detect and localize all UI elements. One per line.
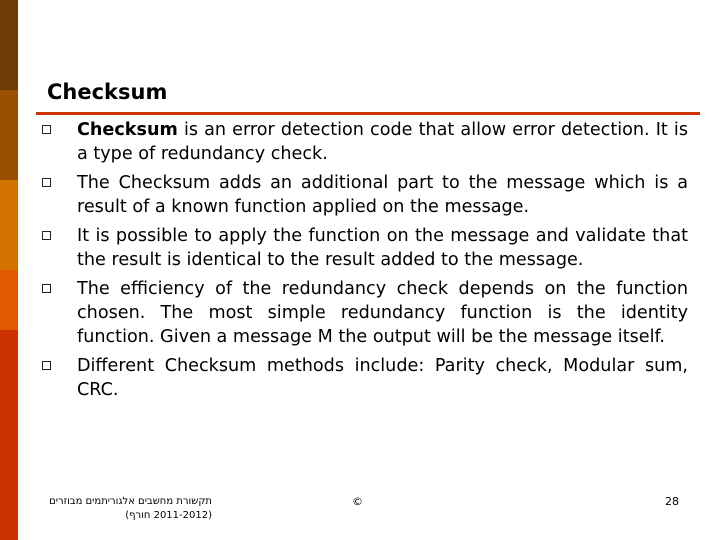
bullet-keyword: Checksum — [77, 120, 178, 140]
decorative-sidebar — [0, 0, 18, 540]
bullet-text: The efficiency of the redundancy check depends on the function chosen. The most simple redundancy function is the identity function. Given a message M the output will be the message itself. — [77, 279, 688, 347]
square-bullet-icon — [42, 178, 51, 187]
sidebar-segment — [0, 90, 18, 180]
bullet-item — [40, 277, 688, 349]
title-underline — [36, 112, 700, 115]
footer-copyright: © — [352, 495, 363, 508]
bullet-item — [40, 171, 688, 219]
slide-title: Checksum — [47, 80, 168, 104]
square-bullet-icon — [42, 361, 51, 370]
bullet-item — [40, 354, 688, 402]
bullet-item — [40, 118, 688, 166]
bullet-list — [40, 118, 688, 407]
sidebar-segment — [0, 180, 18, 270]
square-bullet-icon — [42, 231, 51, 240]
bullet-text: Different Checksum methods include: Parity check, Modular sum, CRC. — [77, 356, 688, 400]
square-bullet-icon — [42, 125, 51, 134]
footer-course-title — [40, 495, 212, 523]
bullet-text: It is possible to apply the function on the message and validate that the result is identical to the result added to the message. — [77, 226, 688, 270]
bullet-item — [40, 224, 688, 272]
footer-course-line2: (2011-2012 חורף) — [125, 510, 212, 521]
sidebar-segment — [0, 0, 18, 90]
bullet-text: The Checksum adds an additional part to the message which is a result of a known function applied on the message. — [77, 173, 688, 217]
square-bullet-icon — [42, 284, 51, 293]
page-number: 28 — [665, 495, 679, 508]
sidebar-segment — [0, 330, 18, 540]
footer-course-line1: תקשורת מחשבים אלגוריתמים מבוזרים — [49, 496, 212, 507]
bullet-text: is an error detection code that allow error detection. It is a type of redundancy check. — [77, 120, 688, 164]
sidebar-segment — [0, 270, 18, 330]
